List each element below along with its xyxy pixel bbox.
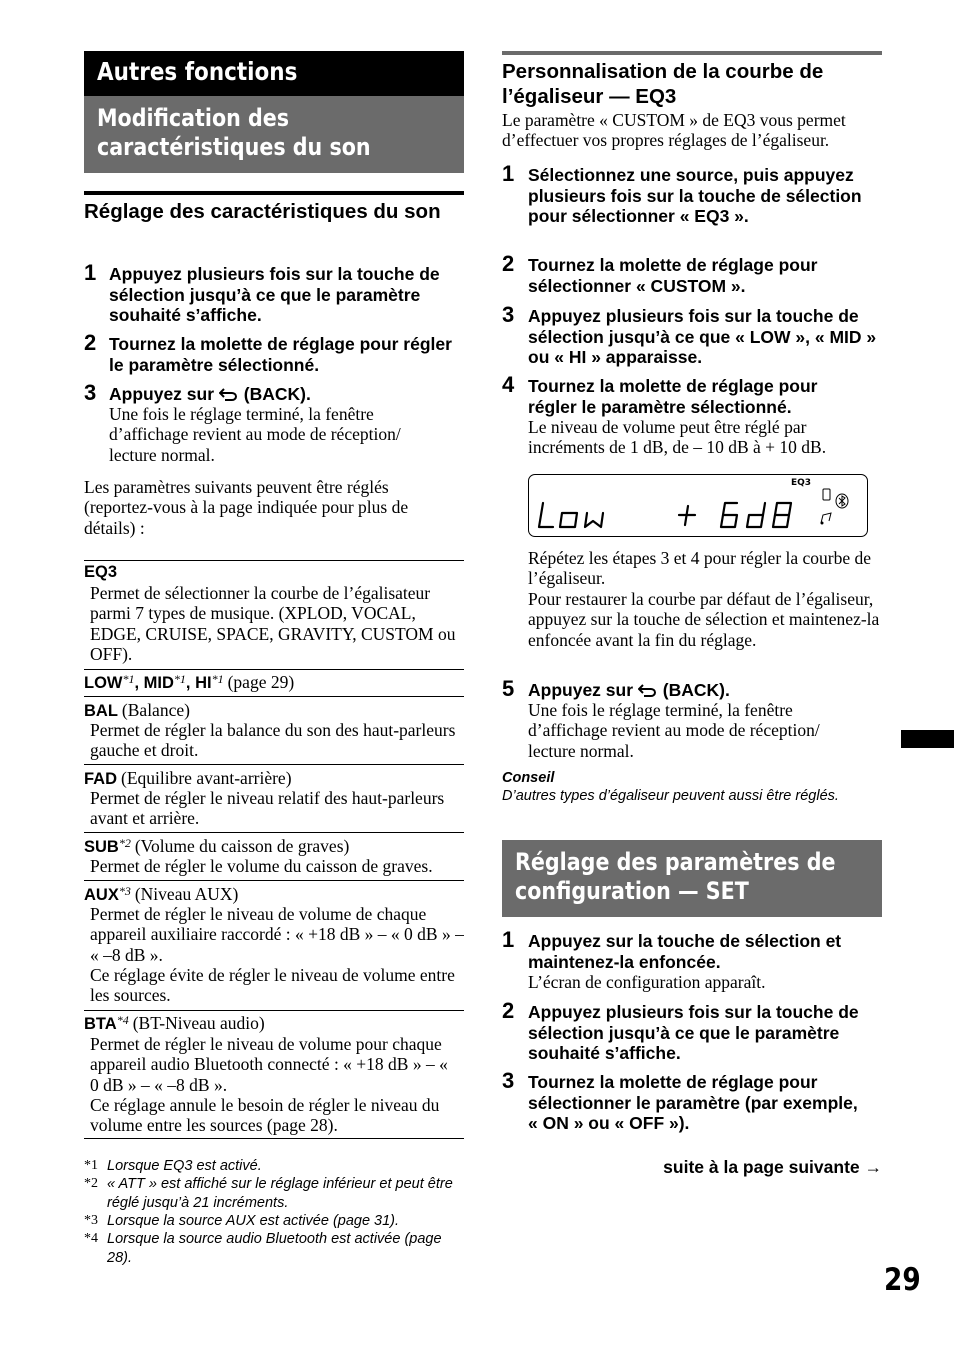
table-rule — [84, 1138, 464, 1139]
footnote-text: Lorsque la source audio Bluetooth est activée (page 28). — [107, 1231, 442, 1266]
step-text: Appuyez plusieurs fois sur la touche de sélection jusqu’à ce que le paramètre souhaité s’affiche. — [528, 1002, 859, 1063]
section-banner — [84, 51, 464, 96]
param-desc-fad: Permet de régler le niveau relatif des haut-parleurs avant et arrière. — [90, 788, 445, 829]
footnote-mark: *1 — [84, 1158, 98, 1173]
lcd-display — [528, 474, 868, 537]
step-text: Appuyez plusieurs fois sur la touche de sélection jusqu’à ce que « LOW », « MID » ou « HI » apparaisse. — [528, 306, 877, 367]
step-number: 2 — [502, 251, 515, 276]
step-number: 1 — [502, 927, 515, 952]
lcd-text-value — [679, 503, 791, 527]
step-number: 2 — [502, 998, 515, 1023]
step-number: 2 — [84, 330, 97, 355]
param-term-low-mid-hi: LOW$^{*1}$, MID$^{*1}$, HI$^{*1}$ (page 29) — [84, 672, 295, 692]
footnote-text: Lorsque EQ3 est activé. — [107, 1158, 262, 1174]
page-tab — [901, 730, 954, 748]
step-number: 3 — [502, 1068, 515, 1093]
step-body: Une fois le réglage terminé, la fenêtre d’affichage revient au mode de réception/ lecture normal. — [109, 404, 401, 465]
footnote-text: Lorsque la source AUX est activée (page 31). — [107, 1213, 400, 1229]
param-desc-bta: Permet de régler le niveau de volume pour chaque appareil audio Bluetooth connecté : « +18 dB » – « 0 dB » – « –8 dB ». — [90, 1034, 448, 1095]
param-desc-sub: Permet de régler le volume du caisson de graves. — [90, 856, 433, 876]
step-text: Sélectionnez une source, puis appuyez plusieurs fois sur la touche de sélection pour sélectionner « EQ3 ». — [528, 165, 862, 226]
step-text: Appuyez plusieurs fois sur la touche de sélection jusqu’à ce que le paramètre souhaité s’affiche. — [109, 264, 440, 325]
table-rule — [84, 764, 464, 765]
back-icon — [219, 387, 239, 401]
right-heading: Personnalisation de la courbe de l’égaliseur — EQ3 — [502, 60, 824, 108]
bluetooth-icon — [835, 493, 849, 509]
step-text: Tournez la molette de réglage pour sélectionner « CUSTOM ». — [528, 255, 818, 296]
footnote-mark: *2 — [84, 1176, 98, 1191]
param-desc-aux-note: Ce réglage évite de régler le niveau de volume entre les sources. — [90, 965, 455, 1006]
chapter-banner — [84, 96, 464, 173]
footnote-mark: *4 — [84, 1231, 98, 1246]
param-term-aux: AUX$^{*3}$ (Niveau AUX) — [84, 884, 239, 904]
step-number: 4 — [502, 372, 515, 397]
right-intro: Le paramètre « CUSTOM » de EQ3 vous permet d’effectuer vos propres réglages de l’égaliseur. — [502, 110, 846, 151]
param-desc-bta-note: Ce réglage annule le besoin de régler le niveau du volume entre les sources (page 28). — [90, 1095, 440, 1136]
footnote-text: « ATT » est affiché sur le réglage inférieur et peut être réglé jusqu’à 21 incréments. — [107, 1176, 453, 1211]
continue-text: suite à la page suivante → — [663, 1157, 882, 1177]
table-rule — [84, 1010, 464, 1011]
table-rule — [84, 696, 464, 697]
step-text: Appuyez sur la touche de sélection et maintenez-la enfoncée. — [528, 931, 842, 972]
repeat-text: Répétez les étapes 3 et 4 pour régler la courbe de l’égaliseur. — [528, 548, 872, 589]
step-text: Appuyez sur (BACK). — [528, 680, 730, 700]
step-number: 3 — [502, 302, 515, 327]
chapter-title: Modification des caractéristiques du son — [97, 104, 371, 161]
back-icon — [638, 683, 658, 697]
restore-text: Pour restaurer la courbe par défaut de l’égaliseur, appuyez sur la touche de sélection et maintenez-la enfoncée avant la fin du réglage. — [528, 589, 880, 650]
step-number: 3 — [84, 380, 97, 405]
step-text: Appuyez sur (BACK). — [109, 384, 311, 404]
param-intro: Les paramètres suivants peuvent être réglés (reportez-vous à la page indiquée pour plus de détails) : — [84, 477, 409, 538]
step-number: 1 — [84, 260, 97, 285]
param-term-eq3: EQ3 — [84, 563, 118, 581]
table-rule — [84, 669, 464, 670]
step-text: Tournez la molette de réglage pour sélectionner le paramètre (par exemple, « ON » ou « OFF »). — [528, 1072, 858, 1133]
music-icon — [819, 511, 835, 525]
set-title: Réglage des paramètres de configuration — SET — [515, 848, 836, 905]
step-body: Le niveau de volume peut être réglé par incréments de 1 dB, de – 10 dB à + 10 dB. — [528, 417, 827, 458]
step-number: 1 — [502, 161, 515, 186]
section-title: Autres fonctions — [97, 57, 298, 86]
phone-icon — [819, 487, 833, 501]
page-number: 29 — [884, 1262, 921, 1298]
left-heading: Réglage des caractéristiques du son — [84, 200, 441, 223]
footnote-mark: *3 — [84, 1213, 98, 1228]
lcd-text-low — [539, 503, 603, 527]
param-term-bta: BTA$^{*4}$ (BT-Niveau audio) — [84, 1013, 265, 1033]
step-text: Tournez la molette de réglage pour régler le paramètre sélectionné. — [109, 334, 452, 375]
param-term-bal: BAL (Balance) — [84, 700, 190, 720]
param-desc-eq3: Permet de sélectionner la courbe de l’égalisateur parmi 7 types de musique. (XPLOD, VOCAL, EDGE, CRUISE, SPACE, GRAVITY, CUSTOM ou OFF). — [90, 583, 456, 665]
step-body: L’écran de configuration apparaît. — [528, 972, 766, 992]
set-banner — [502, 840, 882, 917]
tip-title: Conseil — [502, 770, 555, 786]
param-desc-aux: Permet de régler le niveau de volume de chaque appareil auxiliaire raccordé : « +18 dB » – « 0 dB » – « –8 dB ». — [90, 904, 464, 965]
heading-rule — [502, 51, 882, 55]
table-rule — [84, 560, 464, 561]
step-number: 5 — [502, 676, 515, 701]
param-term-fad: FAD (Equilibre avant-arrière) — [84, 768, 292, 788]
table-rule — [84, 832, 464, 833]
table-rule — [84, 880, 464, 881]
param-desc-bal: Permet de régler la balance du son des haut-parleurs gauche et droit. — [90, 720, 456, 761]
step-body: Une fois le réglage terminé, la fenêtre d’affichage revient au mode de réception/ lecture normal. — [528, 700, 820, 761]
eq3-indicator: EQ3 — [791, 478, 812, 488]
tip-text: D’autres types d’égaliseur peuvent aussi être réglés. — [502, 788, 839, 804]
param-term-sub: SUB$^{*2}$ (Volume du caisson de graves) — [84, 836, 350, 856]
step-text: Tournez la molette de réglage pour régler le paramètre sélectionné. — [528, 376, 818, 417]
heading-rule — [84, 191, 464, 195]
